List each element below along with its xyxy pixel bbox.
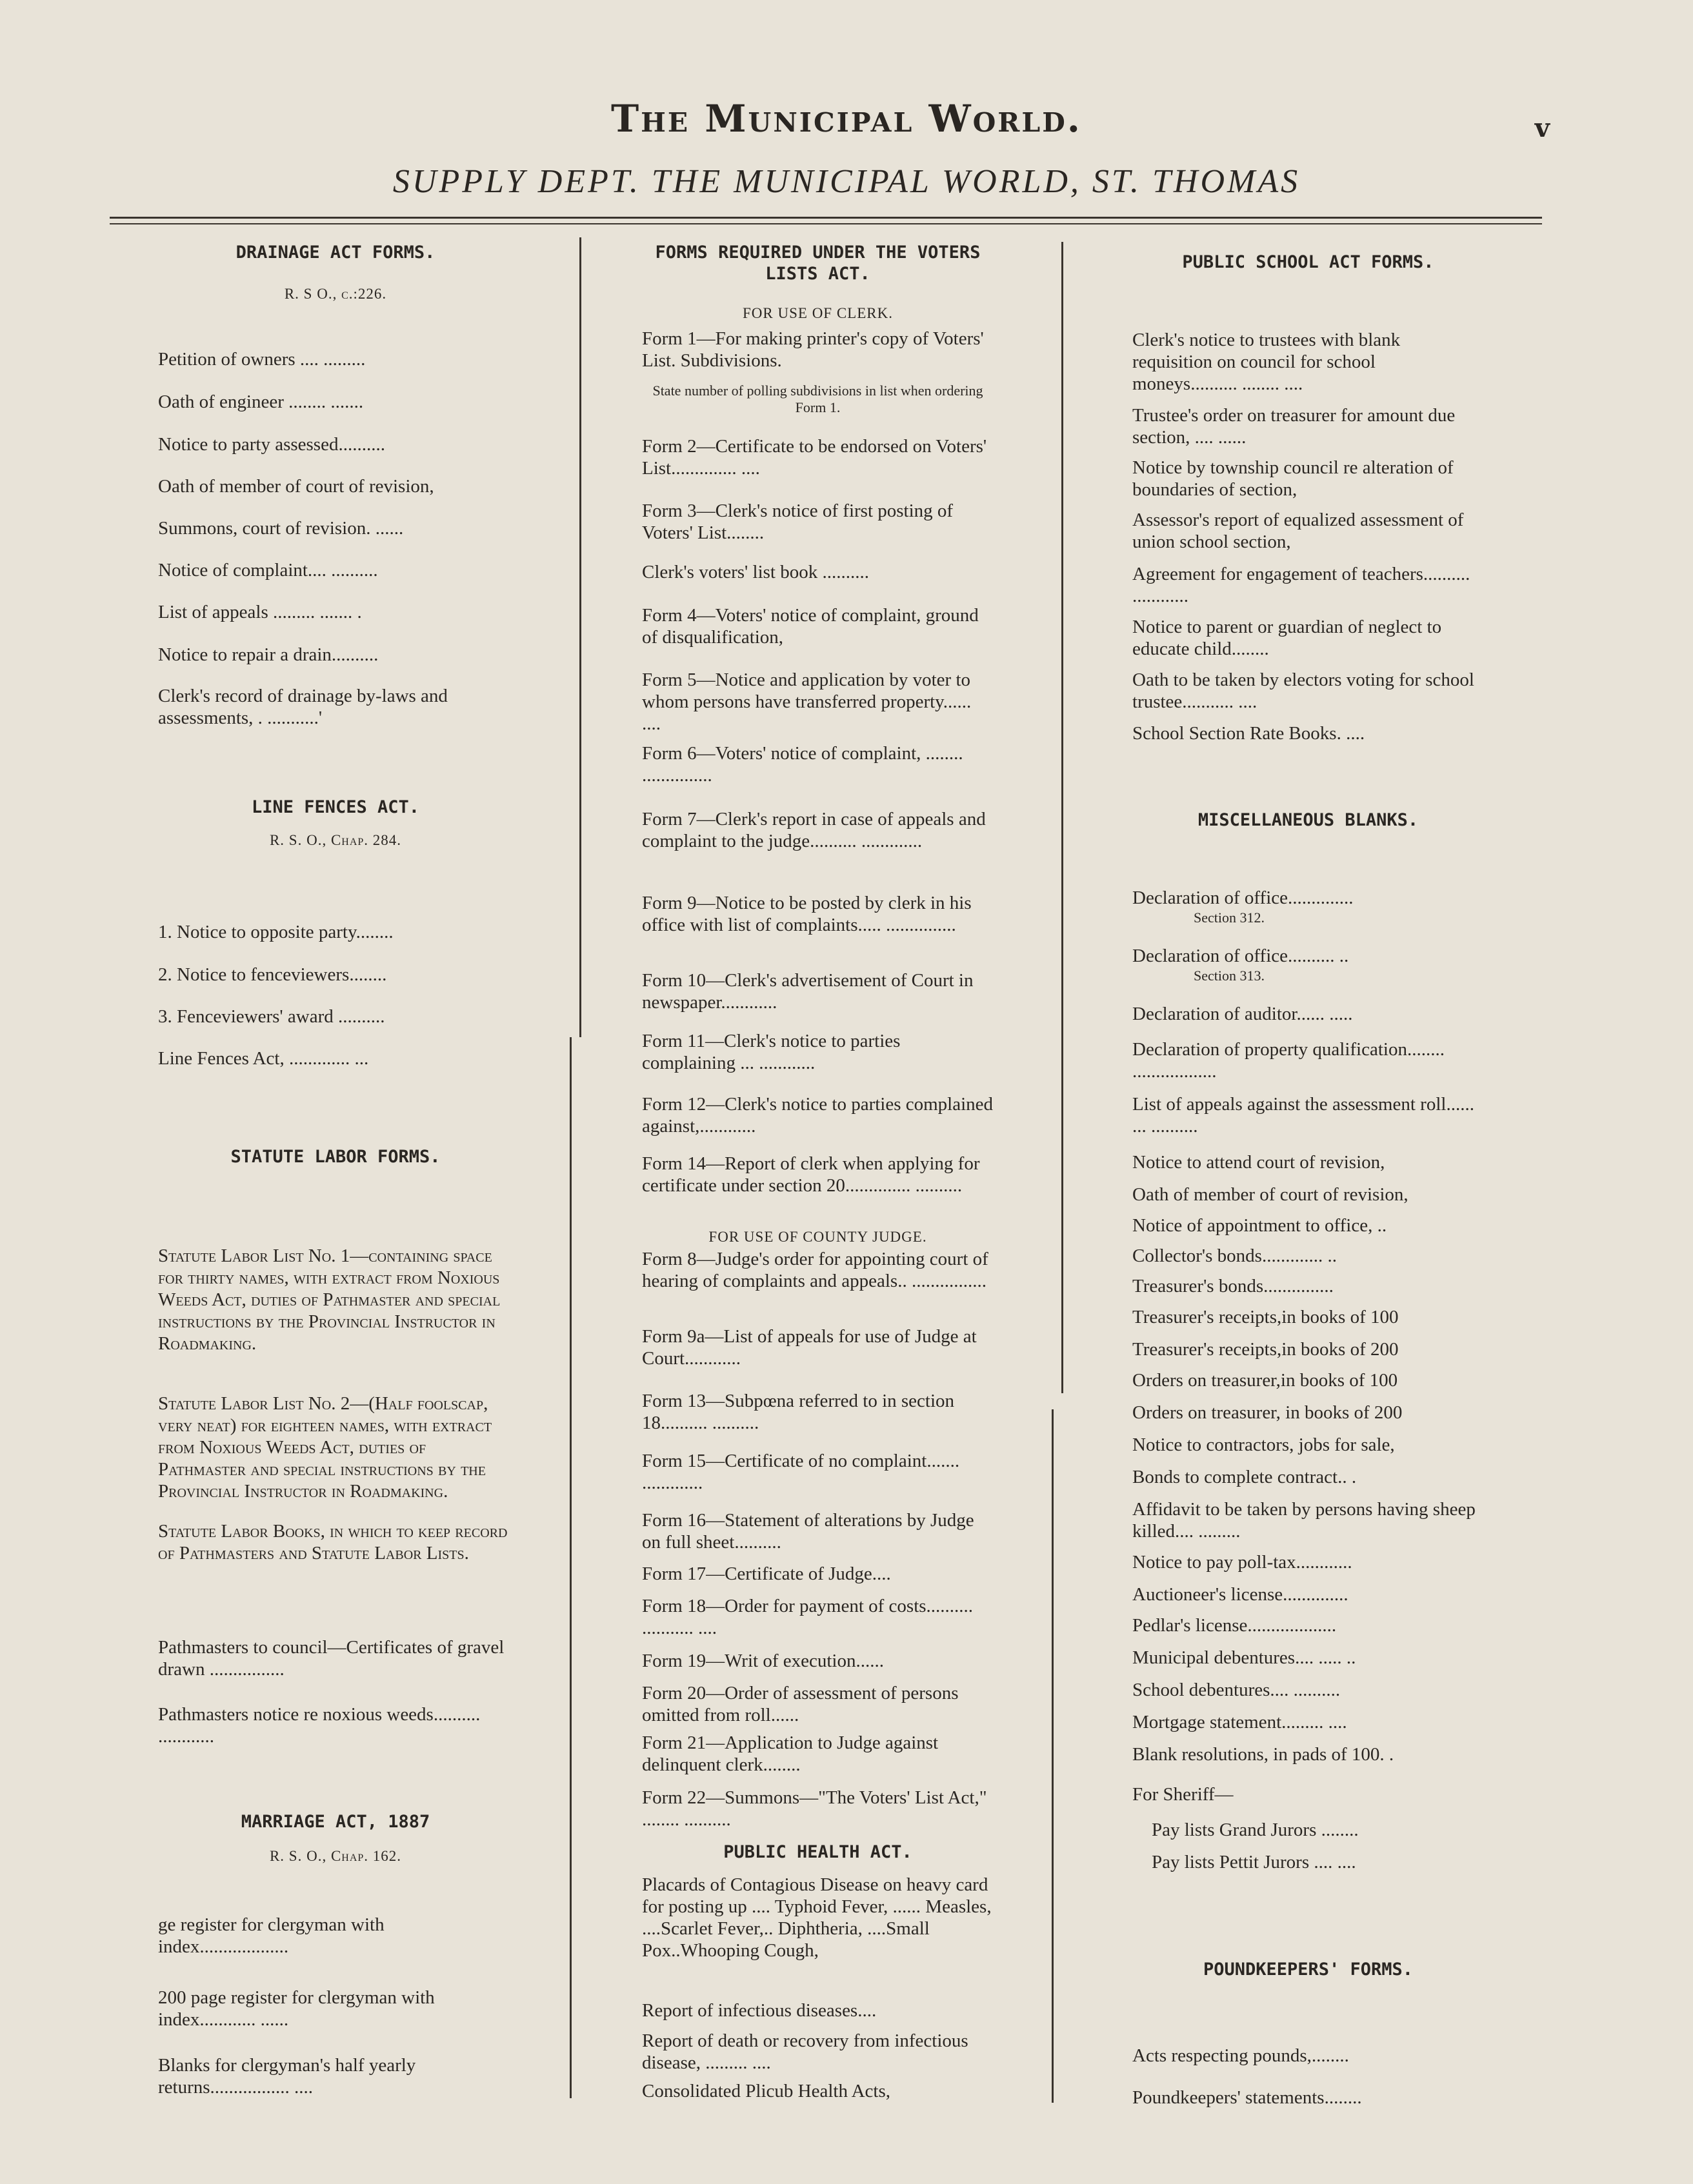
list-item: Form 12—Clerk's notice to parties complained against,............ xyxy=(642,1094,994,1137)
supply-heading: SUPPLY DEPT. THE MUNICIPAL WORLD, ST. THOMAS xyxy=(392,163,1301,200)
list-item: 200 page register for clergyman with index............ ...... xyxy=(158,1987,435,2030)
list-item: Notice to attend court of revision, xyxy=(1132,1152,1385,1173)
list-item: Treasurer's bonds............... xyxy=(1132,1276,1334,1296)
list-item: School debentures.... .......... xyxy=(1132,1680,1341,1700)
list-item: Form 21—Application to Judge against delinquent clerk........ xyxy=(642,1732,939,1775)
column-divider-left-lower xyxy=(570,1037,572,2098)
list-item: Treasurer's receipts,in books of 100 xyxy=(1132,1307,1399,1327)
judge-subtitle: FOR USE OF COUNTY JUDGE. xyxy=(708,1229,927,1245)
list-item: Notice of appointment to office, .. xyxy=(1132,1215,1387,1236)
list-item: Form 20—Order of assessment of persons omitted from roll...... xyxy=(642,1683,959,1725)
list-item: Statute Labor Books, in which to keep record of Pathmasters and Statute Labor Lists. xyxy=(158,1521,508,1564)
list-item: Clerk's notice to trustees with blank requisition on council for school moneys.......... ........ .... xyxy=(1132,330,1401,394)
form1-note: State number of polling subdivisions in list when ordering Form 1. xyxy=(652,382,983,415)
list-item: Clerk's record of drainage by-laws and assessments, . ...........' xyxy=(158,686,448,728)
drainage-title: DRAINAGE ACT FORMS. xyxy=(235,243,436,263)
list-item: Form 17—Certificate of Judge.... xyxy=(642,1564,891,1584)
list-item: Auctioneer's license.............. xyxy=(1132,1584,1348,1605)
list-item: Form 14—Report of clerk when applying for certificate under section 20.............. .......... xyxy=(642,1153,980,1196)
list-item: Orders on treasurer, in books of 200 xyxy=(1132,1402,1403,1423)
list-item: Form 15—Certificate of no complaint....... ............. xyxy=(642,1451,960,1493)
list-item: 3. Fenceviewers' award .......... xyxy=(158,1006,385,1027)
list-item: Notice to repair a drain.......... xyxy=(158,644,379,665)
column-divider-right xyxy=(1061,242,1063,1393)
list-item: Trustee's order on treasurer for amount due section, .... ...... xyxy=(1132,405,1456,448)
poundkeepers-title: POUNDKEEPERS' FORMS. xyxy=(1203,1960,1414,1980)
list-item: For Sheriff— xyxy=(1132,1784,1234,1805)
list-item: Clerk's voters' list book .......... xyxy=(642,562,869,582)
statute-labor-title: STATUTE LABOR FORMS. xyxy=(230,1147,441,1167)
list-item: Oath of member of court of revision, xyxy=(1132,1184,1408,1205)
list-item: Agreement for engagement of teachers.......... ............ xyxy=(1132,564,1470,606)
marriage-title: MARRIAGE ACT, 1887 xyxy=(241,1812,430,1832)
marriage-subtitle: R. S. O., Chap. 162. xyxy=(269,1848,402,1864)
list-item: Form 16—Statement of alterations by Judge on full sheet.......... xyxy=(642,1510,974,1553)
list-item: List of appeals against the assessment roll...... ... .......... xyxy=(1132,1094,1474,1137)
list-item: Form 4—Voters' notice of complaint, ground of disqualification, xyxy=(642,605,979,648)
line-fences-title: LINE FENCES ACT. xyxy=(251,797,420,817)
list-item: Line Fences Act, ............. ... xyxy=(158,1048,369,1069)
list-item: Declaration of property qualification........ .................. xyxy=(1132,1039,1445,1082)
list-item: School Section Rate Books. .... xyxy=(1132,723,1365,744)
list-item: Affidavit to be taken by persons having sheep killed.... ......... xyxy=(1132,1499,1476,1542)
list-item: Acts respecting pounds,........ xyxy=(1132,2045,1349,2066)
column-divider-left xyxy=(579,237,581,1037)
page-number: v xyxy=(1534,113,1550,143)
list-item: Notice to contractors, jobs for sale, xyxy=(1132,1434,1395,1455)
list-item: Notice of complaint.... .......... xyxy=(158,560,378,581)
list-item: Form 19—Writ of execution...... xyxy=(642,1651,884,1671)
list-item: Treasurer's receipts,in books of 200 xyxy=(1132,1339,1399,1360)
list-item: Consolidated Plicub Health Acts, xyxy=(642,2081,891,2101)
list-item: Declaration of auditor...... ..... xyxy=(1132,1004,1353,1024)
list-item: Form 22—Summons—"The Voters' List Act," ........ .......... xyxy=(642,1787,987,1830)
health-title: PUBLIC HEALTH ACT. xyxy=(723,1842,912,1862)
list-item: Municipal debentures.... ..... .. xyxy=(1132,1647,1356,1668)
list-item: 1. Notice to opposite party........ xyxy=(158,922,394,942)
list-item: Report of infectious diseases.... xyxy=(642,2000,877,2021)
list-item: Form 18—Order for payment of costs.......... ........... .... xyxy=(642,1596,974,1638)
list-item: Pathmasters notice re noxious weeds.......... ............ xyxy=(158,1704,481,1747)
list-item: Oath of engineer ........ ....... xyxy=(158,392,364,412)
list-item: Blanks for clergyman's half yearly returns................. .... xyxy=(158,2055,416,2098)
list-item: Form 3—Clerk's notice of first posting of Voters' List........ xyxy=(642,501,954,543)
list-item: Petition of owners .... ......... xyxy=(158,349,366,370)
header-rule-top xyxy=(110,217,1542,219)
header-rule-bottom xyxy=(110,223,1542,224)
list-item: Statute Labor List No. 2—(Half foolscap, very neat) for eighteen names, with extract from Noxious Weeds Act, duties of Pathmaster and special instructions by the Provincial Instructor in Roadmaking. xyxy=(158,1393,492,1502)
list-item: Notice to party assessed.......... xyxy=(158,434,385,455)
list-item: Summons, court of revision. ...... xyxy=(158,518,404,539)
drainage-subtitle: R. S O., c.:226. xyxy=(284,286,387,302)
list-item: Form 6—Voters' notice of complaint, ........ ............... xyxy=(642,743,963,786)
list-item: Form 13—Subpœna referred to in section 18.......... .......... xyxy=(642,1391,955,1433)
list-item: Form 9a—List of appeals for use of Judge at Court............ xyxy=(642,1326,977,1369)
list-item: Assessor's report of equalized assessment of union school section, xyxy=(1132,510,1464,552)
list-item: Form 10—Clerk's advertisement of Court in newspaper............ xyxy=(642,970,974,1013)
list-item: Form 9—Notice to be posted by clerk in his office with list of complaints..... ............... xyxy=(642,893,972,935)
list-item: Form 1—For making printer's copy of Voters' List. Subdivisions. xyxy=(642,328,984,371)
list-item: Poundkeepers' statements........ xyxy=(1132,2087,1362,2108)
section-note: Section 312. xyxy=(1194,909,1265,926)
voters-title: FORMS REQUIRED UNDER THE VOTERS LISTS ACT. xyxy=(655,243,981,284)
masthead-title: The Municipal World. xyxy=(611,97,1082,141)
list-item: Form 11—Clerk's notice to parties complaining ... ............ xyxy=(642,1031,901,1073)
list-item: Oath to be taken by electors voting for school trustee........... .... xyxy=(1132,670,1474,712)
list-item: ge register for clergyman with index................... xyxy=(158,1914,385,1957)
list-item: Placards of Contagious Disease on heavy card for posting up .... Typhoid Fever, ...... Measles, ....Scarlet Fever,.. Diphtheria, ....Small Pox..Whooping Cough, xyxy=(642,1874,992,1961)
misc-title: MISCELLANEOUS BLANKS. xyxy=(1197,810,1419,830)
line-fences-subtitle: R. S. O., Chap. 284. xyxy=(269,832,402,848)
list-item: 2. Notice to fenceviewers........ xyxy=(158,964,387,985)
list-item: Pay lists Grand Jurors ........ xyxy=(1152,1820,1359,1840)
list-item: Statute Labor List No. 1—containing space for thirty names, with extract from Noxious Weeds Act, duties of Pathmaster and special instructions by the Provincial Instructor in Roadmaking. xyxy=(158,1246,501,1354)
list-item: List of appeals ......... ....... . xyxy=(158,602,362,622)
school-title: PUBLIC SCHOOL ACT FORMS. xyxy=(1182,252,1434,272)
list-item: Blank resolutions, in pads of 100. . xyxy=(1132,1744,1394,1765)
list-item: Notice to pay poll-tax............ xyxy=(1132,1552,1352,1573)
list-item: Oath of member of court of revision, xyxy=(158,476,434,497)
list-item: Notice by township council re alteration of boundaries of section, xyxy=(1132,457,1454,500)
list-item: Notice to parent or guardian of neglect to educate child........ xyxy=(1132,617,1442,659)
list-item: Report of death or recovery from infectious disease, ......... .... xyxy=(642,2030,968,2073)
list-item: Form 2—Certificate to be endorsed on Voters' List.............. .... xyxy=(642,436,987,479)
list-item: Pedlar's license................... xyxy=(1132,1615,1337,1636)
section-note: Section 313. xyxy=(1194,968,1265,984)
list-item: Pathmasters to council—Certificates of gravel drawn ................ xyxy=(158,1637,505,1680)
list-item: Mortgage statement......... .... xyxy=(1132,1712,1347,1732)
list-item: Pay lists Pettit Jurors .... .... xyxy=(1152,1852,1356,1872)
list-item: Declaration of office.......... .. xyxy=(1132,946,1349,966)
list-item: Form 7—Clerk's report in case of appeals and complaint to the judge.......... ............. xyxy=(642,809,986,851)
list-item: Bonds to complete contract.. . xyxy=(1132,1467,1357,1487)
list-item: Orders on treasurer,in books of 100 xyxy=(1132,1370,1398,1391)
clerk-subtitle: FOR USE OF CLERK. xyxy=(743,305,893,321)
list-item: Declaration of office.............. xyxy=(1132,888,1354,908)
list-item: Collector's bonds............. .. xyxy=(1132,1246,1337,1266)
list-item: Form 8—Judge's order for appointing court of hearing of complaints and appeals.. ................ xyxy=(642,1249,988,1291)
column-divider-right-lower xyxy=(1052,1409,1054,2103)
list-item: Form 5—Notice and application by voter to whom persons have transferred property...... .... xyxy=(642,670,972,734)
